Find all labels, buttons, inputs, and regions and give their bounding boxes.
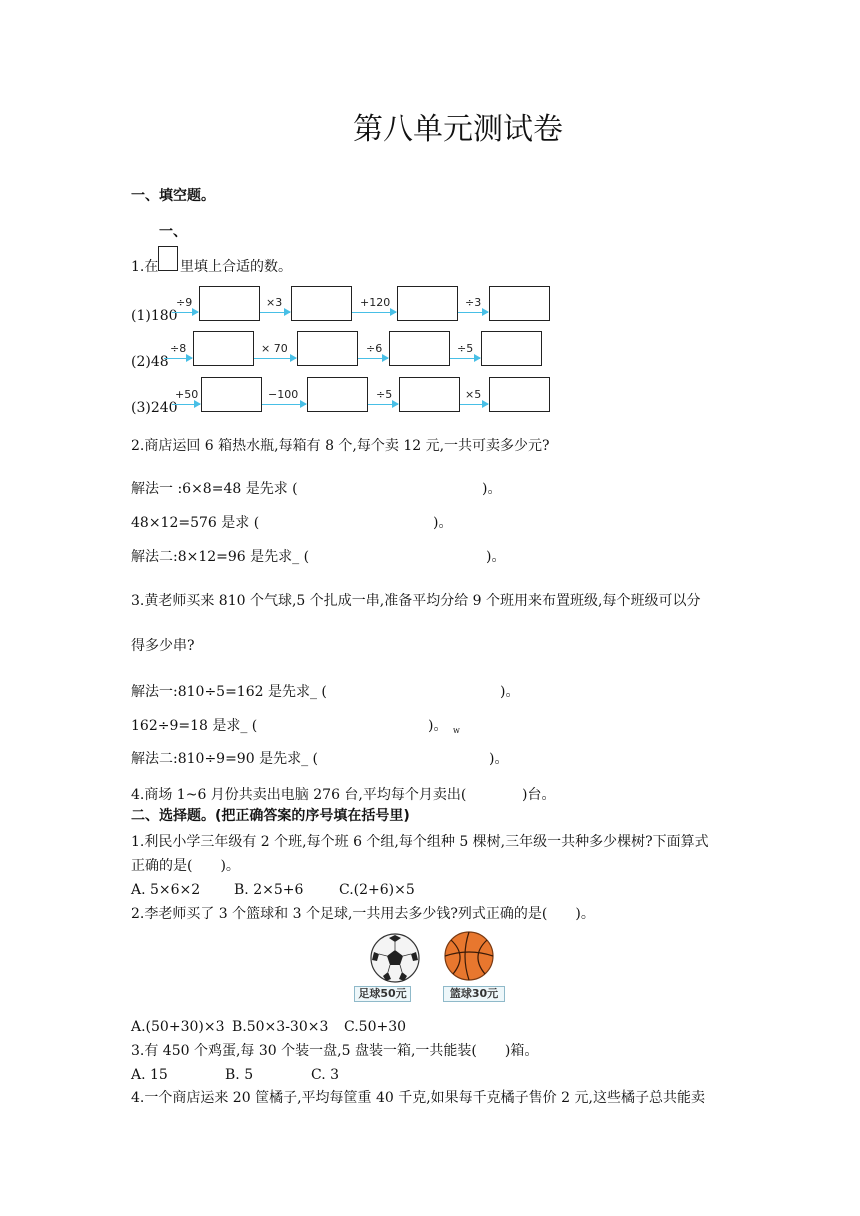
q1-row1-arrow-2 (260, 312, 290, 313)
q1-row3-op-3: ÷5 (376, 388, 393, 401)
q2-stem: 2.商店运回 6 箱热水瓶,每箱有 8 个,每个卖 12 元,一共可卖多少元? (131, 438, 550, 454)
basketball-price-sign: 篮球30元 (443, 986, 505, 1002)
s2-q4-stem: 4.一个商店运来 20 筐橘子,平均每筐重 40 千克,如果每千克橘子售价 2 元,这些橘子总共能卖 (131, 1090, 705, 1106)
s2-q3-option-a: A. 15 (131, 1067, 168, 1083)
q1-row2-arrow-3 (358, 358, 388, 359)
section-heading-fill: 一、填空题。 (131, 188, 215, 204)
q1-row1-op-4: ÷3 (465, 296, 482, 309)
q1-sample-box (158, 246, 178, 271)
q1-row3-op-4: ×5 (465, 388, 482, 401)
q1-row3-arrow-2 (262, 404, 306, 405)
q2-line2-text: 48×12=576 是求 ( (131, 515, 260, 531)
stray-mark: w (453, 726, 460, 735)
s2-q1-line2: 正确的是( )。 (131, 858, 240, 874)
section-heading-choice: 二、选择题。(把正确答案的序号填在括号里) (131, 808, 410, 824)
q1-row2-op-3: ÷6 (366, 342, 383, 355)
q4-close: )台。 (522, 787, 556, 803)
q2-line1-close: )。 (482, 481, 502, 497)
s2-q1-option-a: A. 5×6×2 (131, 882, 201, 898)
q2-line3-close: )。 (486, 549, 506, 565)
football-price-sign: 足球50元 (354, 986, 411, 1002)
q3-line1-close: )。 (500, 684, 520, 700)
q1-row1-arrow-3 (352, 312, 396, 313)
s2-q3-stem: 3.有 450 个鸡蛋,每 30 个装一盘,5 盘装一箱,一共能装( )箱。 (131, 1043, 539, 1059)
q1-row1-label: (1)180 (131, 308, 178, 324)
section-subheading: 一、 (159, 224, 187, 240)
q1-row1-answer-box-1[interactable] (199, 286, 260, 321)
q2-line3-text: 解法二:8×12=96 是先求_ ( (131, 549, 310, 565)
q1-row1-answer-box-3[interactable] (397, 286, 458, 321)
q1-row3-op-2: −100 (268, 388, 299, 401)
q1-row3-arrow-3 (368, 404, 398, 405)
s2-q2-stem: 2.李老师买了 3 个篮球和 3 个足球,一共用去多少钱?列式正确的是( )。 (131, 906, 595, 922)
q1-row2-label: (2)48 (131, 354, 169, 370)
q2-line1-text: 解法一 :6×8=48 是先求 ( (131, 481, 298, 497)
s2-q3-option-c: C. 3 (311, 1067, 340, 1083)
q3-line2-text: 162÷9=18 是求_ ( (131, 718, 258, 734)
q1-row1-op-1: ÷9 (176, 296, 193, 309)
q1-row2-op-4: ÷5 (457, 342, 474, 355)
s2-q1-option-b: B. 2×5+6 (234, 882, 304, 898)
q1-row1-arrow-4 (458, 312, 488, 313)
q1-row2-answer-box-3[interactable] (389, 331, 450, 366)
q1-suffix: 里填上合适的数。 (180, 259, 292, 275)
s2-q1-line1: 1.利民小学三年级有 2 个班,每个班 6 个组,每个组种 5 棵树,三年级一共种多少棵树?下面算式 (131, 834, 709, 850)
q1-row3-arrow-4 (460, 404, 488, 405)
q1-row2-arrow-1 (164, 358, 192, 359)
q1-row2-arrow-4 (450, 358, 480, 359)
football-icon (371, 934, 419, 982)
q1-row3-answer-box-4[interactable] (489, 377, 550, 412)
q1-row1-op-3: +120 (360, 296, 391, 309)
q1-row2-op-2: × 70 (261, 342, 288, 355)
q1-prefix: 1.在 (131, 259, 159, 275)
q3-line1-text: 解法一:810÷5=162 是先求_ ( (131, 684, 327, 700)
q1-row2-answer-box-4[interactable] (481, 331, 542, 366)
page-title: 第八单元测试卷 (353, 112, 563, 147)
q1-row1-arrow-1 (172, 312, 198, 313)
q1-row2-answer-box-2[interactable] (297, 331, 358, 366)
q1-row3-answer-box-2[interactable] (307, 377, 368, 412)
q3-stem-line2: 得多少串? (131, 638, 195, 654)
q1-row1-op-2: ×3 (266, 296, 283, 309)
q4-text: 4.商场 1~6 月份共卖出电脑 276 台,平均每个月卖出( (131, 787, 467, 803)
q1-row3-op-1: +50 (175, 388, 199, 401)
q3-stem-line1: 3.黄老师买来 810 个气球,5 个扎成一串,准备平均分给 9 个班用来布置班级,每个班级可以分 (131, 593, 701, 609)
s2-q3-option-b: B. 5 (225, 1067, 254, 1083)
s2-q2-option-a: A.(50+30)×3 (131, 1019, 225, 1035)
q1-row3-answer-box-3[interactable] (399, 377, 460, 412)
q1-row1-answer-box-4[interactable] (489, 286, 550, 321)
s2-q2-option-b: B.50×3-30×3 (232, 1019, 329, 1035)
q3-line2-close: )。 (428, 718, 448, 734)
q1-row3-label: (3)240 (131, 400, 178, 416)
s2-q2-option-c: C.50+30 (344, 1019, 407, 1035)
q2-line2-close: )。 (433, 515, 453, 531)
q1-row3-arrow-1 (172, 404, 200, 405)
q1-row2-arrow-2 (254, 358, 296, 359)
q1-row2-answer-box-1[interactable] (193, 331, 254, 366)
q1-row2-op-1: ÷8 (170, 342, 187, 355)
basketball-icon (445, 932, 493, 980)
q1-row1-answer-box-2[interactable] (291, 286, 352, 321)
s2-q1-option-c: C.(2+6)×5 (339, 882, 415, 898)
q3-line3-text: 解法二:810÷9=90 是先求_ ( (131, 751, 318, 767)
q3-line3-close: )。 (489, 751, 509, 767)
q1-row3-answer-box-1[interactable] (201, 377, 262, 412)
